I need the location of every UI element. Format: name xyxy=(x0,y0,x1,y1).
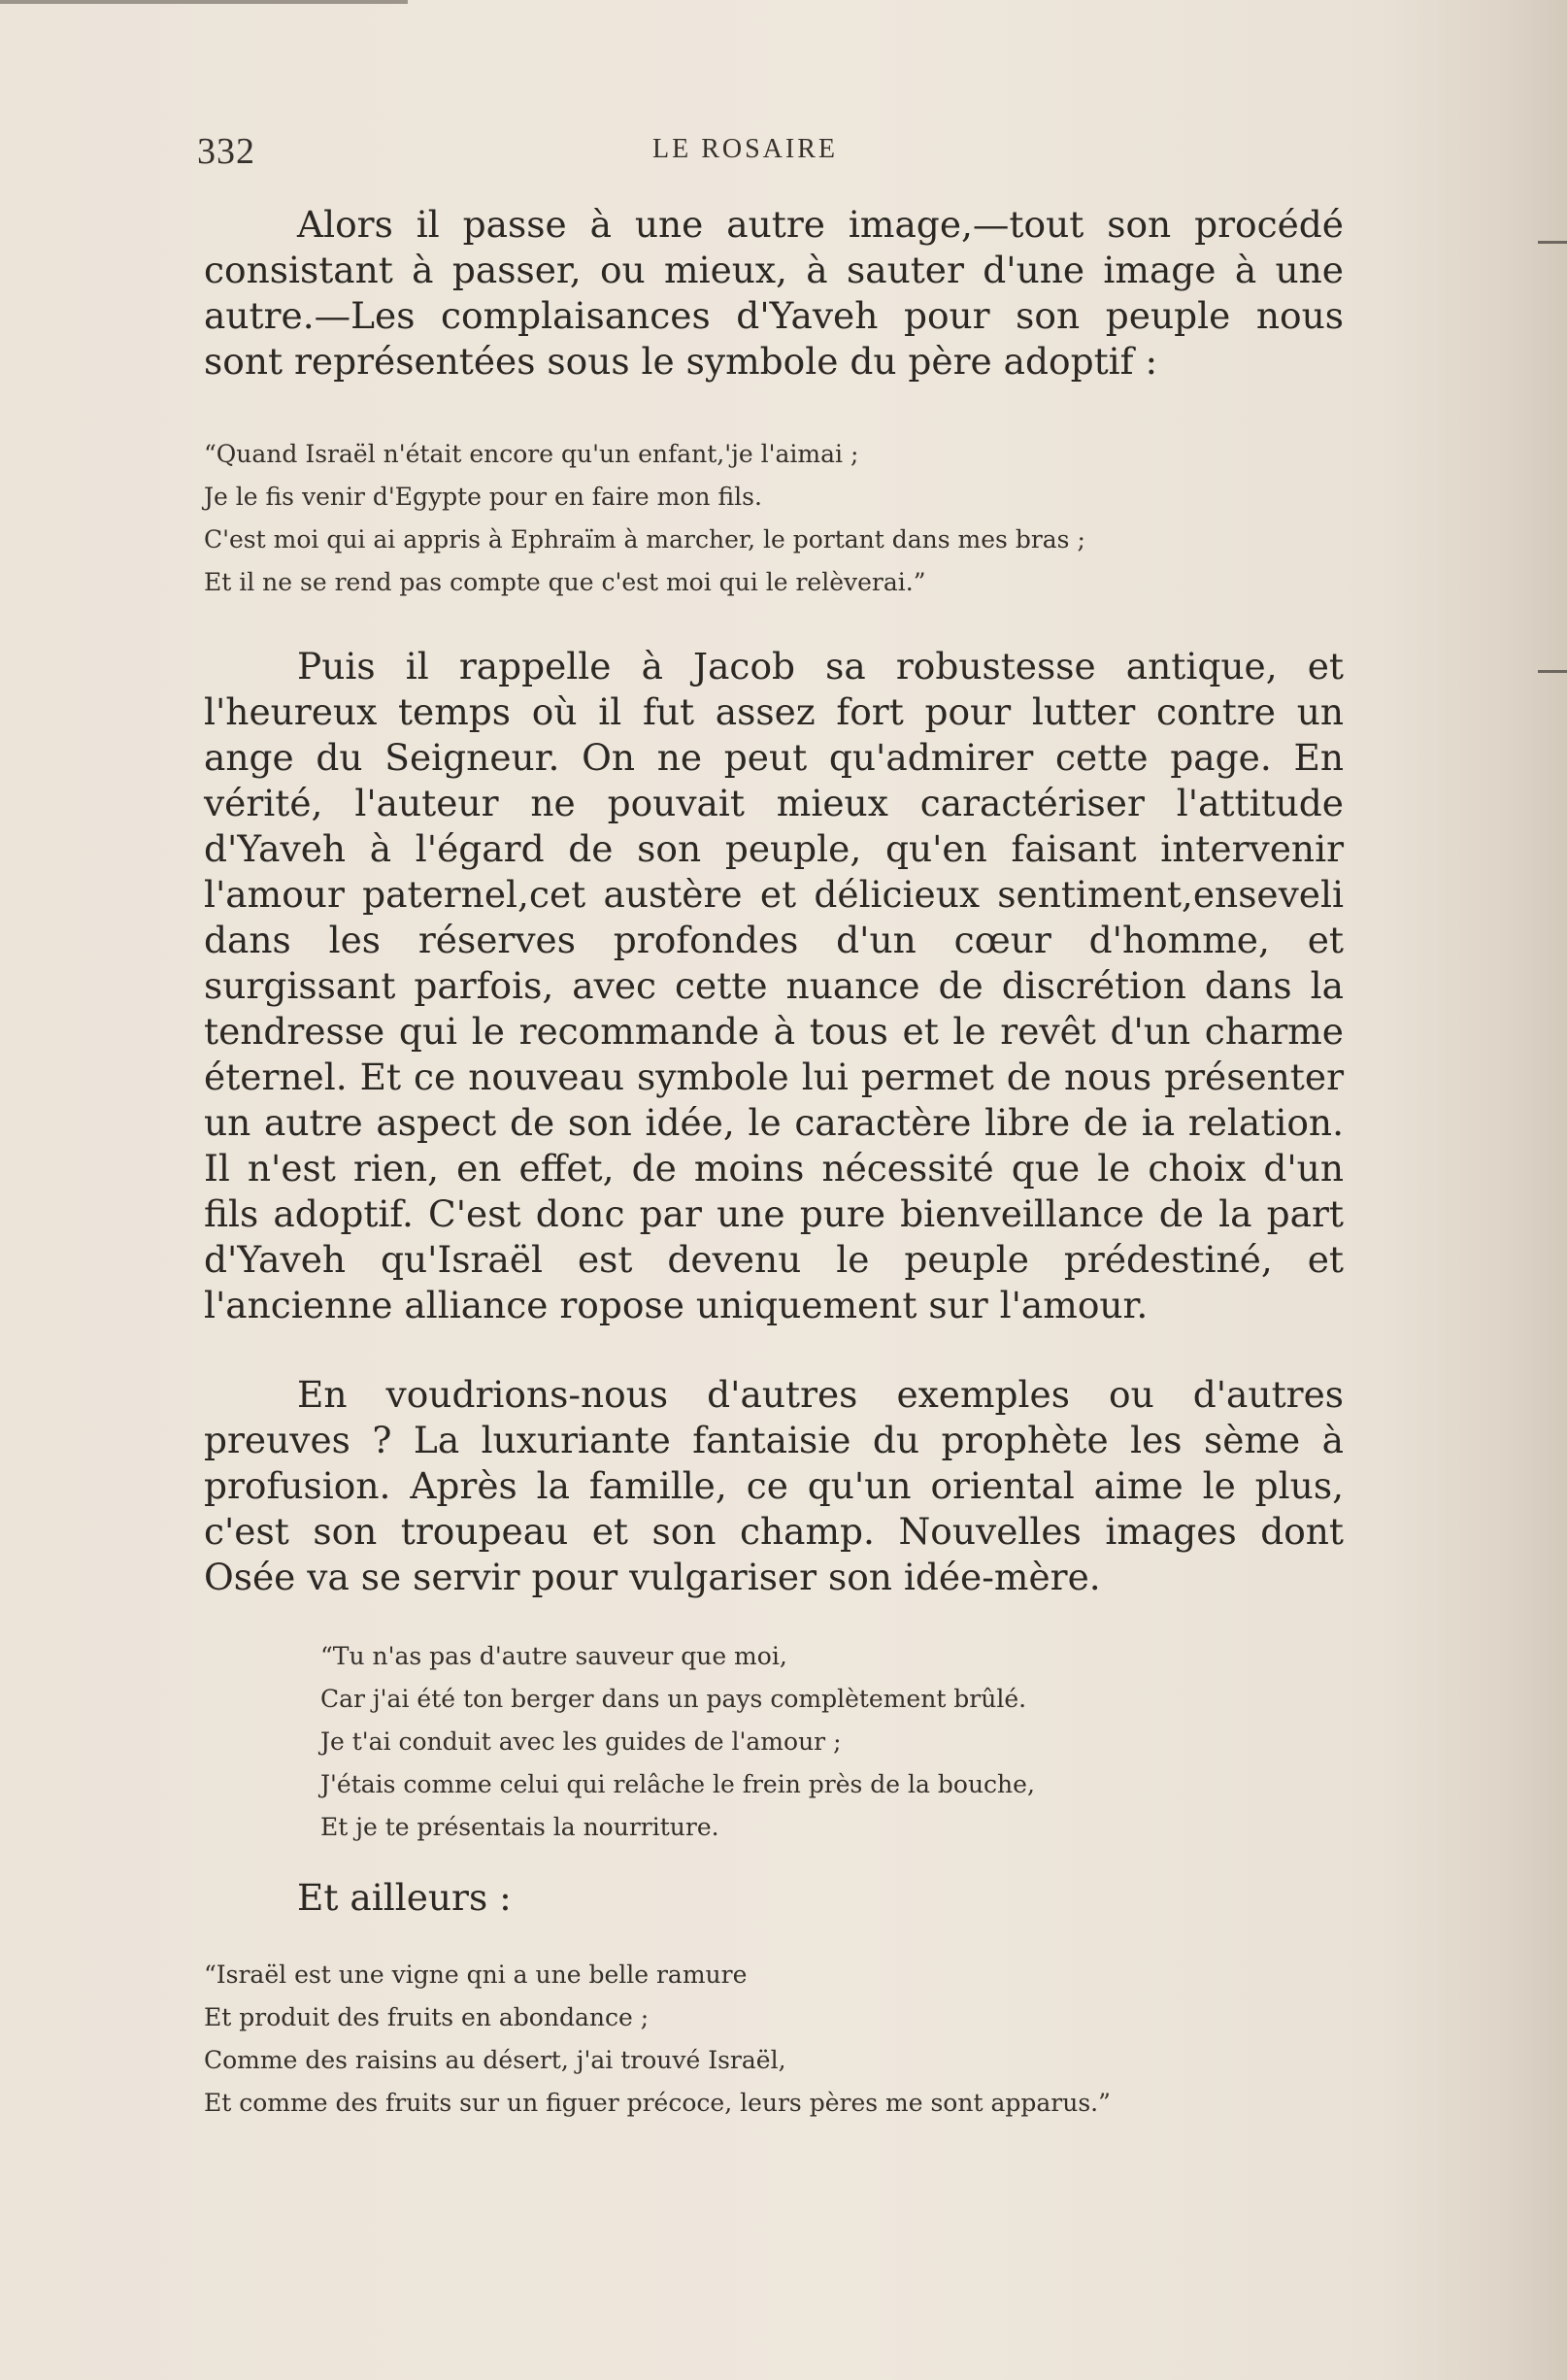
quote-line: Et comme des fruits sur un figuer précoce, leurs pères me sont apparus.” xyxy=(204,2089,1111,2117)
subheading: Et ailleurs : xyxy=(297,1876,512,1919)
running-head: LE ROSAIRE xyxy=(652,134,838,164)
page-edge-mark xyxy=(1538,241,1567,244)
paragraph-text: Alors il passe à une autre image,—tout son procédé consistant à passer, ou mieux, à sauter d'une image à une autre.—Les complaisances d'Yaveh pour son peuple nous sont représentées sous le symbole du père adoptif : xyxy=(204,203,1344,383)
quote-line: “Tu n'as pas d'autre sauveur que moi, xyxy=(320,1642,787,1670)
quote-line: C'est moi qui ai appris à Ephraïm à marcher, le portant dans mes bras ; xyxy=(204,525,1085,553)
quote-block-1 xyxy=(204,433,1085,604)
paragraph-1 xyxy=(204,202,1344,385)
quote-line: J'étais comme celui qui relâche le frein près de la bouche, xyxy=(320,1770,1035,1798)
quote-line: Et produit des fruits en abondance ; xyxy=(204,2003,650,2031)
quote-line: “Israël est une vigne qni a une belle ramure xyxy=(204,1961,748,1989)
page-number: 332 xyxy=(197,131,255,172)
quote-line: Comme des raisins au désert, j'ai trouvé Israël, xyxy=(204,2046,786,2074)
quote-block-3 xyxy=(204,1954,1111,2125)
quote-line: Car j'ai été ton berger dans un pays complètement brûlé. xyxy=(320,1685,1027,1713)
paragraph-3 xyxy=(204,1372,1344,1600)
quote-line: Je t'ai conduit avec les guides de l'amour ; xyxy=(320,1727,842,1756)
quote-line: “Quand Israël n'était encore qu'un enfant,'je l'aimai ; xyxy=(204,440,859,468)
quote-line: Je le fis venir d'Egypte pour en faire mon fils. xyxy=(204,483,762,511)
paragraph-text: En voudrions-nous d'autres exemples ou d'autres preuves ? La luxuriante fantaisie du prophète les sème à profusion. Après la famille, ce qu'un oriental aime le plus, c'est son troupeau et son champ. Nouvelles images dont Osée va se servir pour vulgariser son idée-mère. xyxy=(204,1373,1344,1598)
page-edge-mark xyxy=(1538,670,1567,673)
paragraph-text: Puis il rappelle à Jacob sa robustesse antique, et l'heureux temps où il fut assez fort pour lutter contre un ange du Seigneur. On ne peut qu'admirer cette page. En vérité, l'auteur ne pouvait mieux caractériser l'attitude d'Yaveh à l'égard de son peuple, qu'en faisant intervenir l'amour paternel,cet austère et délicieux sentiment,enseveli dans les réserves profondes d'un cœur d'homme, et surgissant parfois, avec cette nuance de discrétion dans la tendresse qui le recommande à tous et le revêt d'un charme éternel. Et ce nouveau symbole lui permet de nous présenter un autre aspect de son idée, le caractère libre de ia relation. Il n'est rien, en effet, de moins nécessité que le choix d'un fils adoptif. C'est donc par une pure bienveillance de la part d'Yaveh qu'Israël est devenu le peuple prédestiné, et l'ancienne alliance ropose uniquement sur l'amour. xyxy=(204,645,1344,1326)
paragraph-2 xyxy=(204,644,1344,1328)
quote-line: Et je te présentais la nourriture. xyxy=(320,1813,719,1841)
top-edge-rule xyxy=(0,0,408,4)
quote-line: Et il ne se rend pas compte que c'est moi qui le relèverai.” xyxy=(204,568,926,596)
quote-block-2 xyxy=(320,1635,1035,1849)
